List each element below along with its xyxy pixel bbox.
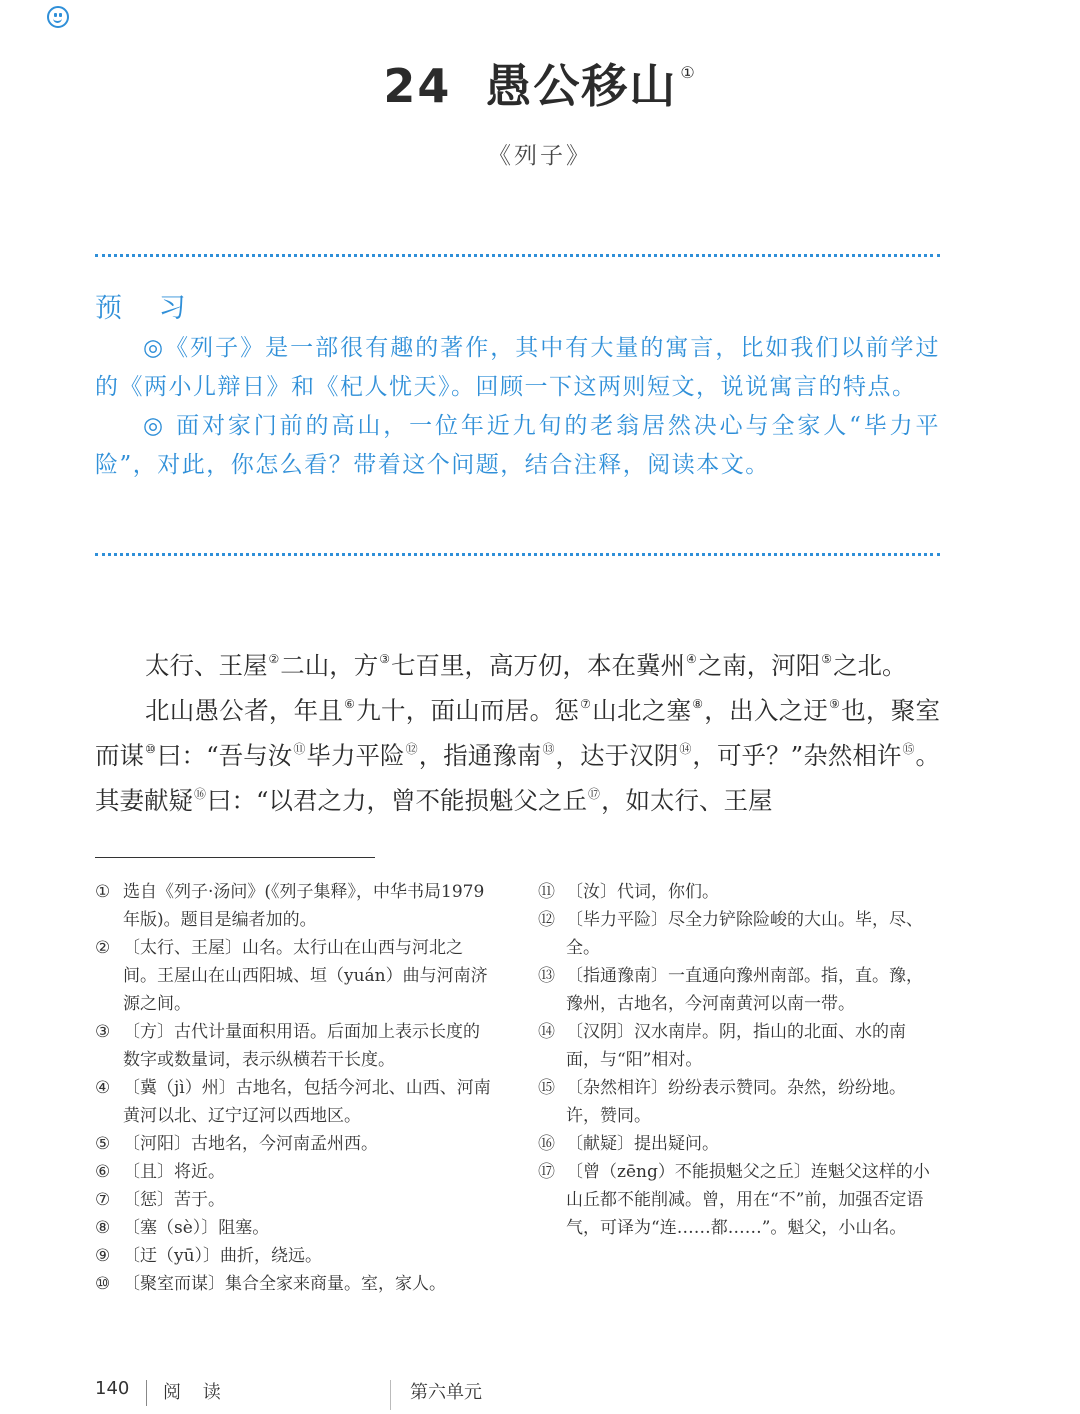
footnote-number: ⑬ <box>538 966 555 986</box>
footnote-number: ⑩ <box>95 1274 111 1294</box>
footnote-text: 〔汝〕代词，你们。 <box>566 882 719 902</box>
footnote-item <box>95 878 495 934</box>
footnote-item <box>538 906 938 962</box>
text-run: ，可乎？”杂然相许 <box>692 741 902 770</box>
smiley-icon[interactable] <box>47 6 69 28</box>
footnote-text: 〔冀（jì）州〕古地名，包括今河北、山西、河南黄河以北、辽宁辽河以西地区。 <box>123 1078 491 1126</box>
preview-top-divider <box>95 254 940 257</box>
lesson-title-text: 愚公移山 <box>485 59 678 113</box>
footnote-item <box>538 1130 938 1158</box>
text-run: 七百里，高万仞，本在冀州 <box>391 651 686 680</box>
text-run: 北山愚公者，年且 <box>145 696 344 725</box>
footnote-number: ③ <box>95 1022 111 1042</box>
footnote-number: ⑪ <box>538 882 555 902</box>
footnote-marker[interactable]: ③ <box>379 652 391 666</box>
footnote-item <box>95 1214 495 1242</box>
footnote-text: 〔献疑〕提出疑问。 <box>566 1134 719 1154</box>
footnote-text: 〔河阳〕古地名，今河南孟州西。 <box>123 1134 378 1154</box>
preview-bottom-divider <box>95 553 940 556</box>
footnote-item <box>95 1242 495 1270</box>
footnote-marker[interactable]: ⑭ <box>679 742 692 756</box>
text-run: 曰：“吾与汝 <box>156 741 293 770</box>
footnote-text: 〔汉阴〕汉水南岸。阴，指山的北面、水的南面，与“阳”相对。 <box>566 1022 906 1070</box>
title-footnote-marker: ① <box>680 63 697 82</box>
text-run: ，指通豫南 <box>418 741 542 770</box>
footnote-number: ⑮ <box>538 1078 555 1098</box>
footnote-item <box>538 878 938 906</box>
main-paragraph-1 <box>95 640 940 685</box>
preview-paragraph: ◎《列子》是一部很有趣的著作，其中有大量的寓言，比如我们以前学过的《两小儿辩日》和《杞人忧天》。回顾一下这两则短文，说说寓言的特点。 <box>95 335 940 400</box>
page-number: 140 <box>95 1378 130 1399</box>
footnote-item <box>95 1018 495 1074</box>
footnotes-right-column <box>538 878 938 1242</box>
footnote-item <box>95 934 495 1018</box>
text-run: 九十，面山而居。惩 <box>356 696 580 725</box>
text-run: ，出入之迂 <box>704 696 829 725</box>
footnote-text: 〔毕力平险〕尽全力铲除险峻的大山。毕，尽、全。 <box>566 910 923 958</box>
footnote-rule <box>95 857 375 858</box>
footnote-marker[interactable]: ② <box>268 652 280 666</box>
text-run: 山北之塞 <box>592 696 692 725</box>
preview-body <box>95 329 940 485</box>
footnote-number: ⑰ <box>538 1162 555 1182</box>
text-run: 曰：“以君之力，曾不能损魁父之丘 <box>207 786 588 815</box>
text-run: 毕力平险 <box>306 741 405 770</box>
footnote-text: 选自《列子·汤问》(《列子集释》，中华书局1979年版)。题目是编者加的。 <box>123 882 485 930</box>
footnote-text: 〔指通豫南〕一直通向豫州南部。指，直。豫，豫州，古地名，今河南黄河以南一带。 <box>566 966 923 1014</box>
footnote-number: ⑨ <box>95 1246 111 1266</box>
footnote-marker[interactable]: ⑬ <box>542 742 555 756</box>
footnote-text: 〔曾（zēng）不能损魁父之丘〕连魁父这样的小山丘都不能削减。曾，用在“不”前，加强否定语气，可译为“连……都……”。魁父，小山名。 <box>566 1162 930 1238</box>
preview-paragraph: ◎ 面对家门前的高山，一位年近九旬的老翁居然决心与全家人“毕力平险”，对此，你怎么看？带着这个问题，结合注释，阅读本文。 <box>95 413 940 478</box>
footnote-item <box>538 1074 938 1130</box>
footnote-marker[interactable]: ⑩ <box>145 742 156 756</box>
footnote-text: 〔聚室而谋〕集合全家来商量。室，家人。 <box>123 1274 446 1294</box>
lesson-source: 《列子》 <box>488 143 592 169</box>
text-run: ，达于汉阴 <box>555 741 679 770</box>
footnote-text: 〔太行、王屋〕山名。太行山在山西与河北之间。王屋山在山西阳城、垣（yuán）曲与河南济源之间。 <box>123 938 488 1014</box>
footnote-text: 〔惩〕苦于。 <box>123 1190 225 1210</box>
text-run: 之北。 <box>833 651 907 680</box>
main-paragraph-2 <box>95 685 940 820</box>
footer-section: 阅 读 <box>163 1382 229 1403</box>
footnote-number: ② <box>95 938 111 958</box>
footnote-number: ⑫ <box>538 910 555 930</box>
footer-divider <box>390 1380 391 1410</box>
footnote-marker[interactable]: ④ <box>686 652 697 666</box>
text-run: 太行、王屋 <box>145 651 268 680</box>
footnote-item <box>538 962 938 1018</box>
footnote-number: ⑥ <box>95 1162 111 1182</box>
footnote-item <box>95 1158 495 1186</box>
footnote-number: ⑧ <box>95 1218 111 1238</box>
footnote-number: ⑦ <box>95 1190 111 1210</box>
lesson-title <box>0 50 1080 116</box>
footnote-item <box>95 1130 495 1158</box>
preview-heading: 预 习 <box>95 293 200 324</box>
footnote-marker[interactable]: ⑫ <box>405 742 418 756</box>
footnote-marker[interactable]: ⑮ <box>902 742 915 756</box>
footnote-text: 〔塞（sè）〕阻塞。 <box>123 1218 270 1238</box>
footnote-marker[interactable]: ⑯ <box>194 787 207 801</box>
footer-divider <box>146 1380 147 1406</box>
footnote-number: ① <box>95 882 111 902</box>
footnote-marker[interactable]: ⑦ <box>580 697 592 711</box>
footnote-text: 〔杂然相许〕纷纷表示赞同。杂然，纷纷地。许，赞同。 <box>566 1078 906 1126</box>
lesson-number: 24 <box>383 59 452 113</box>
footnote-text: 〔迂（yū）〕曲折，绕远。 <box>123 1246 323 1266</box>
footnote-number: ⑯ <box>538 1134 555 1154</box>
text-run: 之南，河阳 <box>697 651 821 680</box>
footnote-item <box>95 1270 495 1298</box>
text-run: 二山，方 <box>280 651 379 680</box>
footer-unit: 第六单元 <box>410 1382 482 1403</box>
footnote-item <box>538 1158 938 1242</box>
footnote-text: 〔且〕将近。 <box>123 1162 225 1182</box>
text-run: 也，聚室而谋 <box>95 696 940 770</box>
main-text <box>95 640 940 820</box>
footnote-item <box>538 1018 938 1074</box>
footnote-item <box>95 1186 495 1214</box>
footnote-marker[interactable]: ⑪ <box>293 742 306 756</box>
footnote-marker[interactable]: ⑤ <box>821 652 833 666</box>
text-run: ，如太行、王屋 <box>601 786 773 815</box>
footnotes-left-column <box>95 878 495 1298</box>
footnote-number: ⑭ <box>538 1022 555 1042</box>
footnote-marker[interactable]: ⑥ <box>344 697 356 711</box>
footnote-marker[interactable]: ⑨ <box>829 697 841 711</box>
footnote-number: ④ <box>95 1078 111 1098</box>
footnote-marker[interactable]: ⑧ <box>692 697 704 711</box>
footnote-marker[interactable]: ⑰ <box>588 787 601 801</box>
text-run: 。其妻献疑 <box>95 741 941 815</box>
footnote-number: ⑤ <box>95 1134 111 1154</box>
footnote-item <box>95 1074 495 1130</box>
footnote-text: 〔方〕古代计量面积用语。后面加上表示长度的数字或数量词，表示纵横若干长度。 <box>123 1022 480 1070</box>
